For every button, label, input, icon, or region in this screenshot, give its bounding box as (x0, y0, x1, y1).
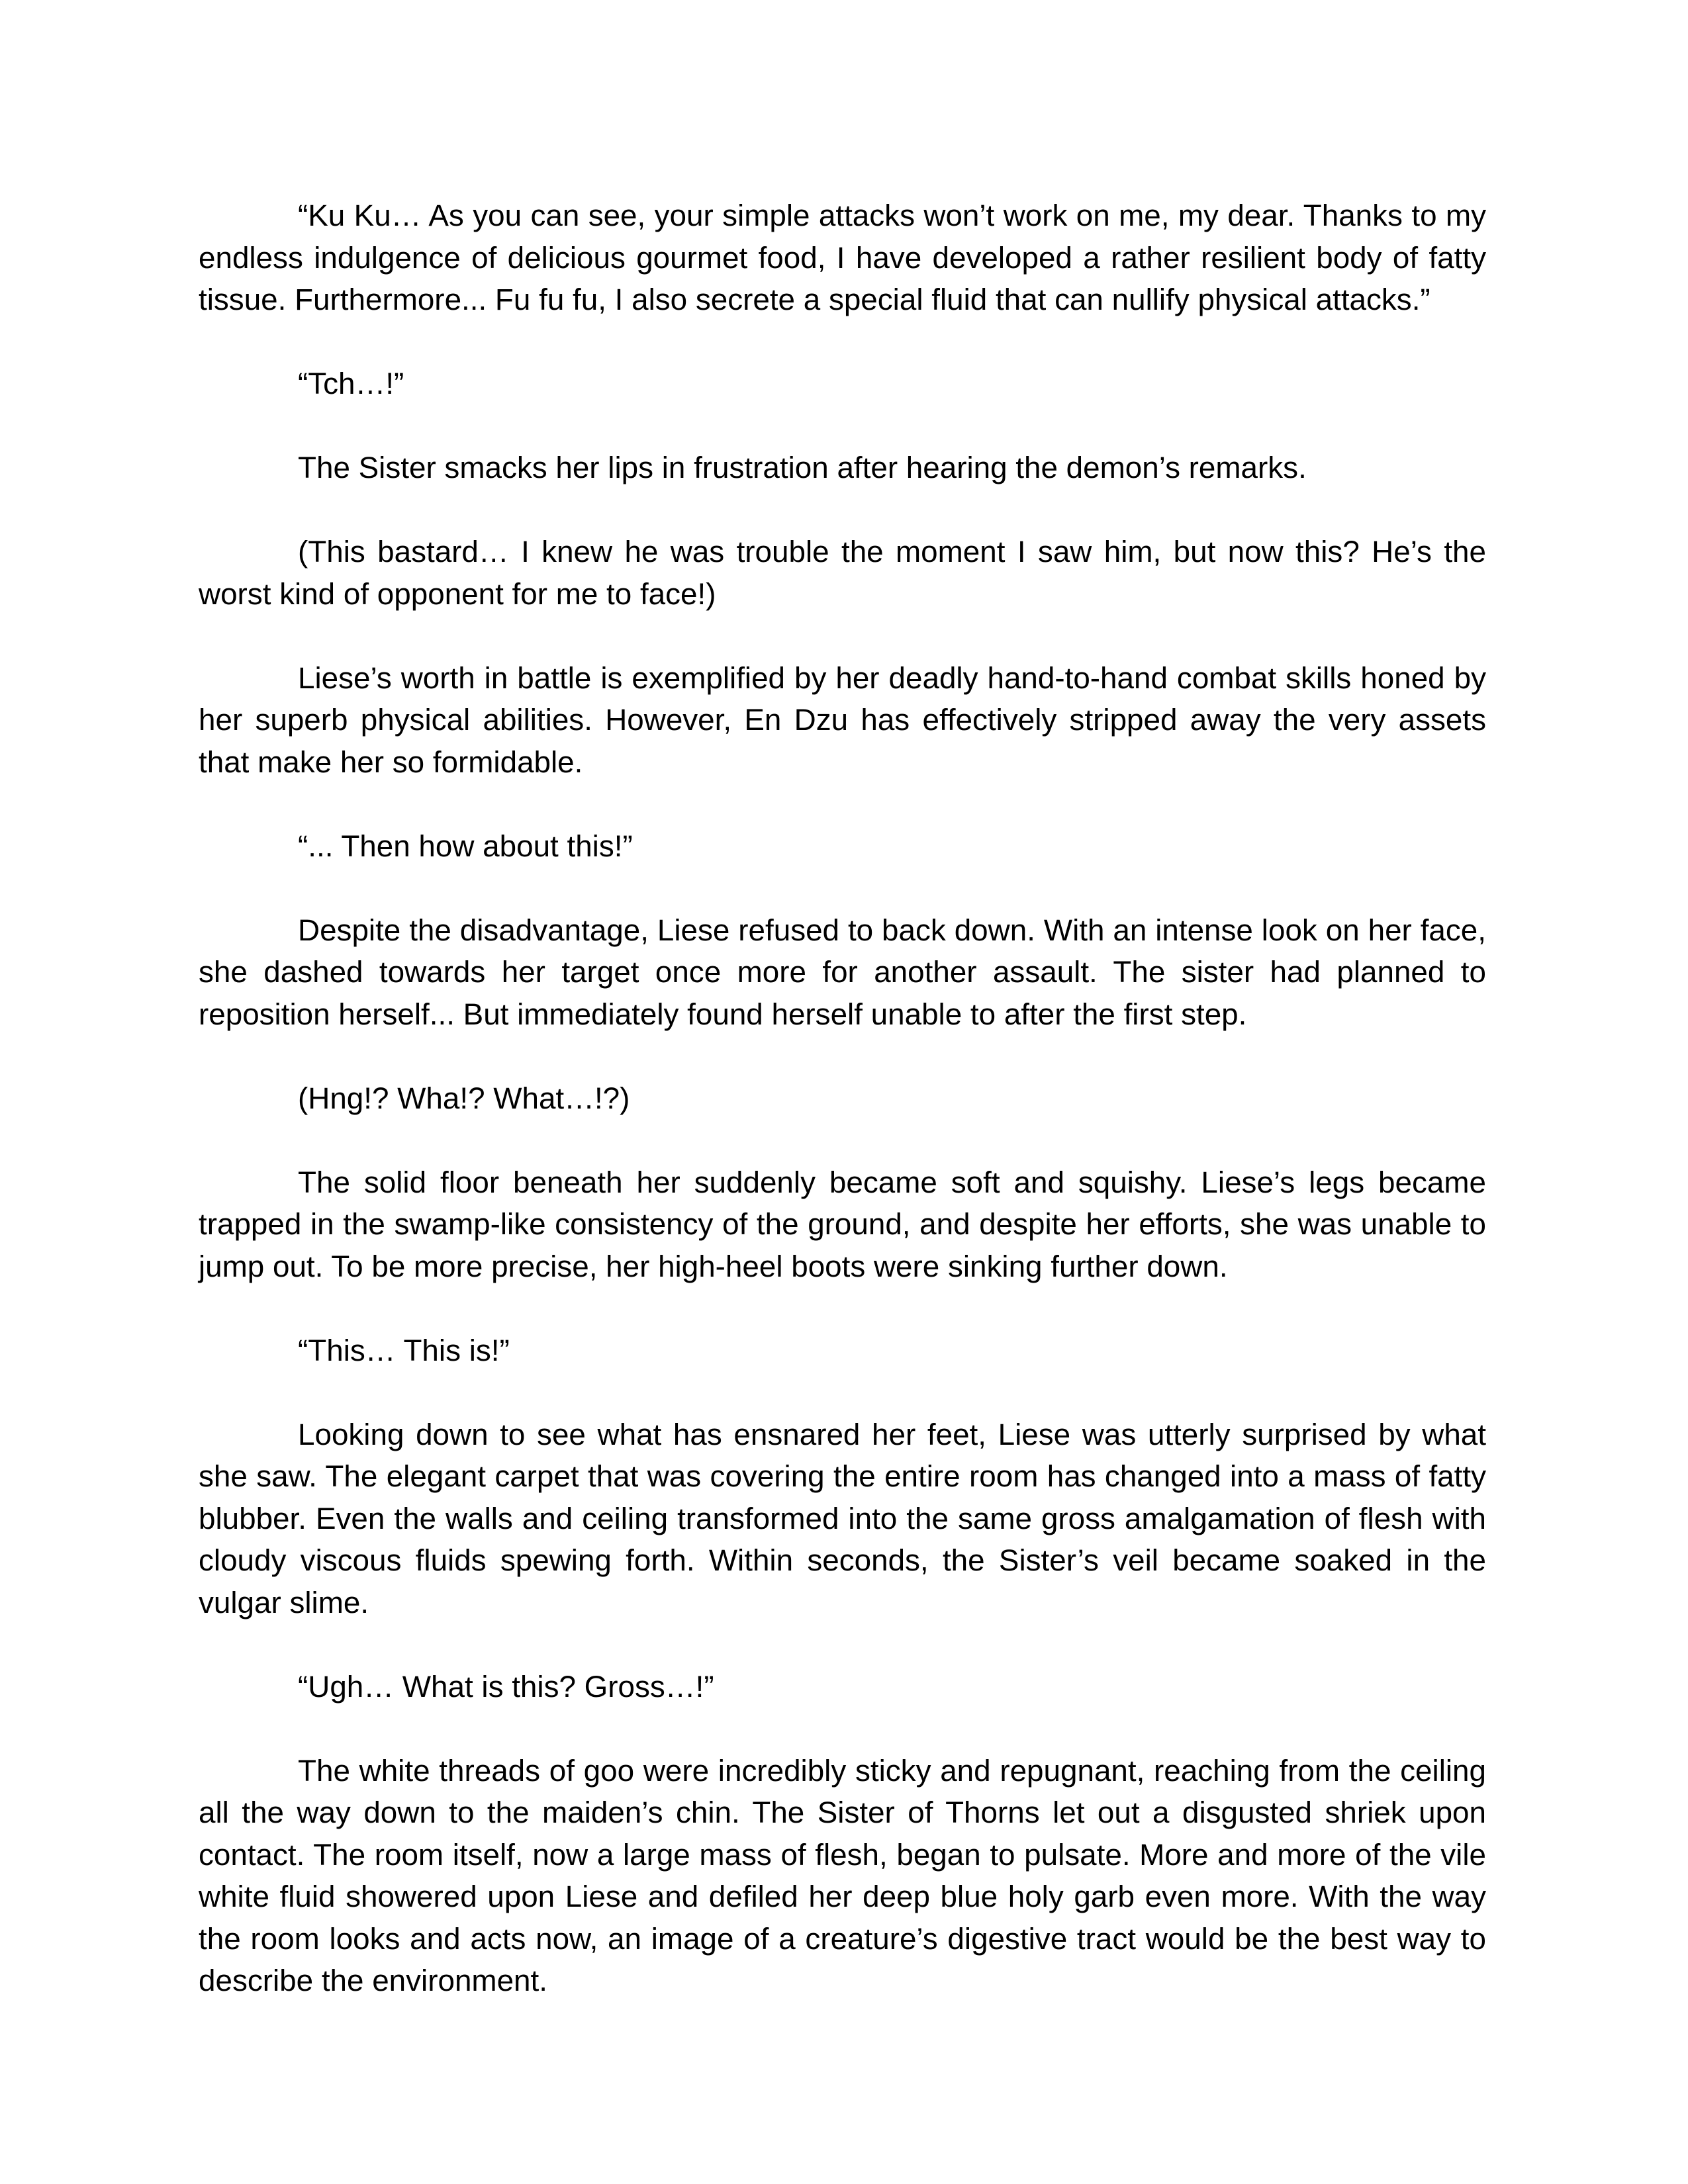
paragraph-narration-looking-down: Looking down to see what has ensnared her feet, Liese was utterly surprised by what she saw. The elegant carpet that was covering the entire room has changed into a mass of fatty blubber. Even the walls and ceiling transformed into the same gross amalgamation of flesh with cloudy viscous fluids spewing forth. Within seconds, the Sister’s veil became soaked in the vulgar slime. (199, 1417, 1486, 1619)
paragraph-thought-hng-wha-what: (Hng!? Wha!? What…!?) (298, 1081, 630, 1115)
paragraph-dialogue-then-how-about-this: “... Then how about this!” (298, 829, 633, 863)
paragraph-dialogue-kuku: “Ku Ku… As you can see, your simple attacks won’t work on me, my dear. Thanks to my endless indulgence of delicious gourmet food, I have developed a rather resilient body of fatty tissue. Furthermore... Fu fu fu, I also secrete a special fluid that can nullify physical attacks.” (199, 199, 1486, 316)
paragraph-dialogue-tch: “Tch…!” (298, 367, 404, 400)
paragraph-narration-solid-floor: The solid floor beneath her suddenly became soft and squishy. Liese’s legs became trapped in the swamp-like consistency of the ground, and despite her efforts, she was unable to jump out. To be more precise, her high-heel boots were sinking further down. (199, 1165, 1486, 1283)
paragraph-narration-despite-disadvantage: Despite the disadvantage, Liese refused to back down. With an intense look on her face, she dashed towards her target once more for another assault. The sister had planned to reposition herself... But immediately found herself unable to after the first step. (199, 913, 1486, 1031)
document-text-body (199, 195, 1486, 2002)
paragraph-narration-white-threads: The white threads of goo were incredibly sticky and repugnant, reaching from the ceiling all the way down to the maiden’s chin. The Sister of Thorns let out a disgusted shriek upon contact. The room itself, now a large mass of flesh, began to pulsate. More and more of the vile white fluid showered upon Liese and defiled her deep blue holy garb even more. With the way the room looks and acts now, an image of a creature’s digestive tract would be the best way to describe the environment. (199, 1753, 1486, 1997)
paragraph-dialogue-this-this-is: “This… This is!” (298, 1333, 510, 1367)
paragraph-narration-liese-worth: Liese’s worth in battle is exemplified by her deadly hand-to-hand combat skills honed by her superb physical abilities. However, En Dzu has effectively stripped away the very assets that make her so formidable. (199, 660, 1486, 779)
paragraph-thought-this-bastard: (This bastard… I knew he was trouble the moment I saw him, but now this? He’s the worst kind of opponent for me to face!) (199, 535, 1486, 611)
paragraph-dialogue-ugh-gross: “Ugh… What is this? Gross…!” (298, 1669, 714, 1704)
paragraph-narration-sister-smacks: The Sister smacks her lips in frustration after hearing the demon’s remarks. (298, 451, 1307, 484)
